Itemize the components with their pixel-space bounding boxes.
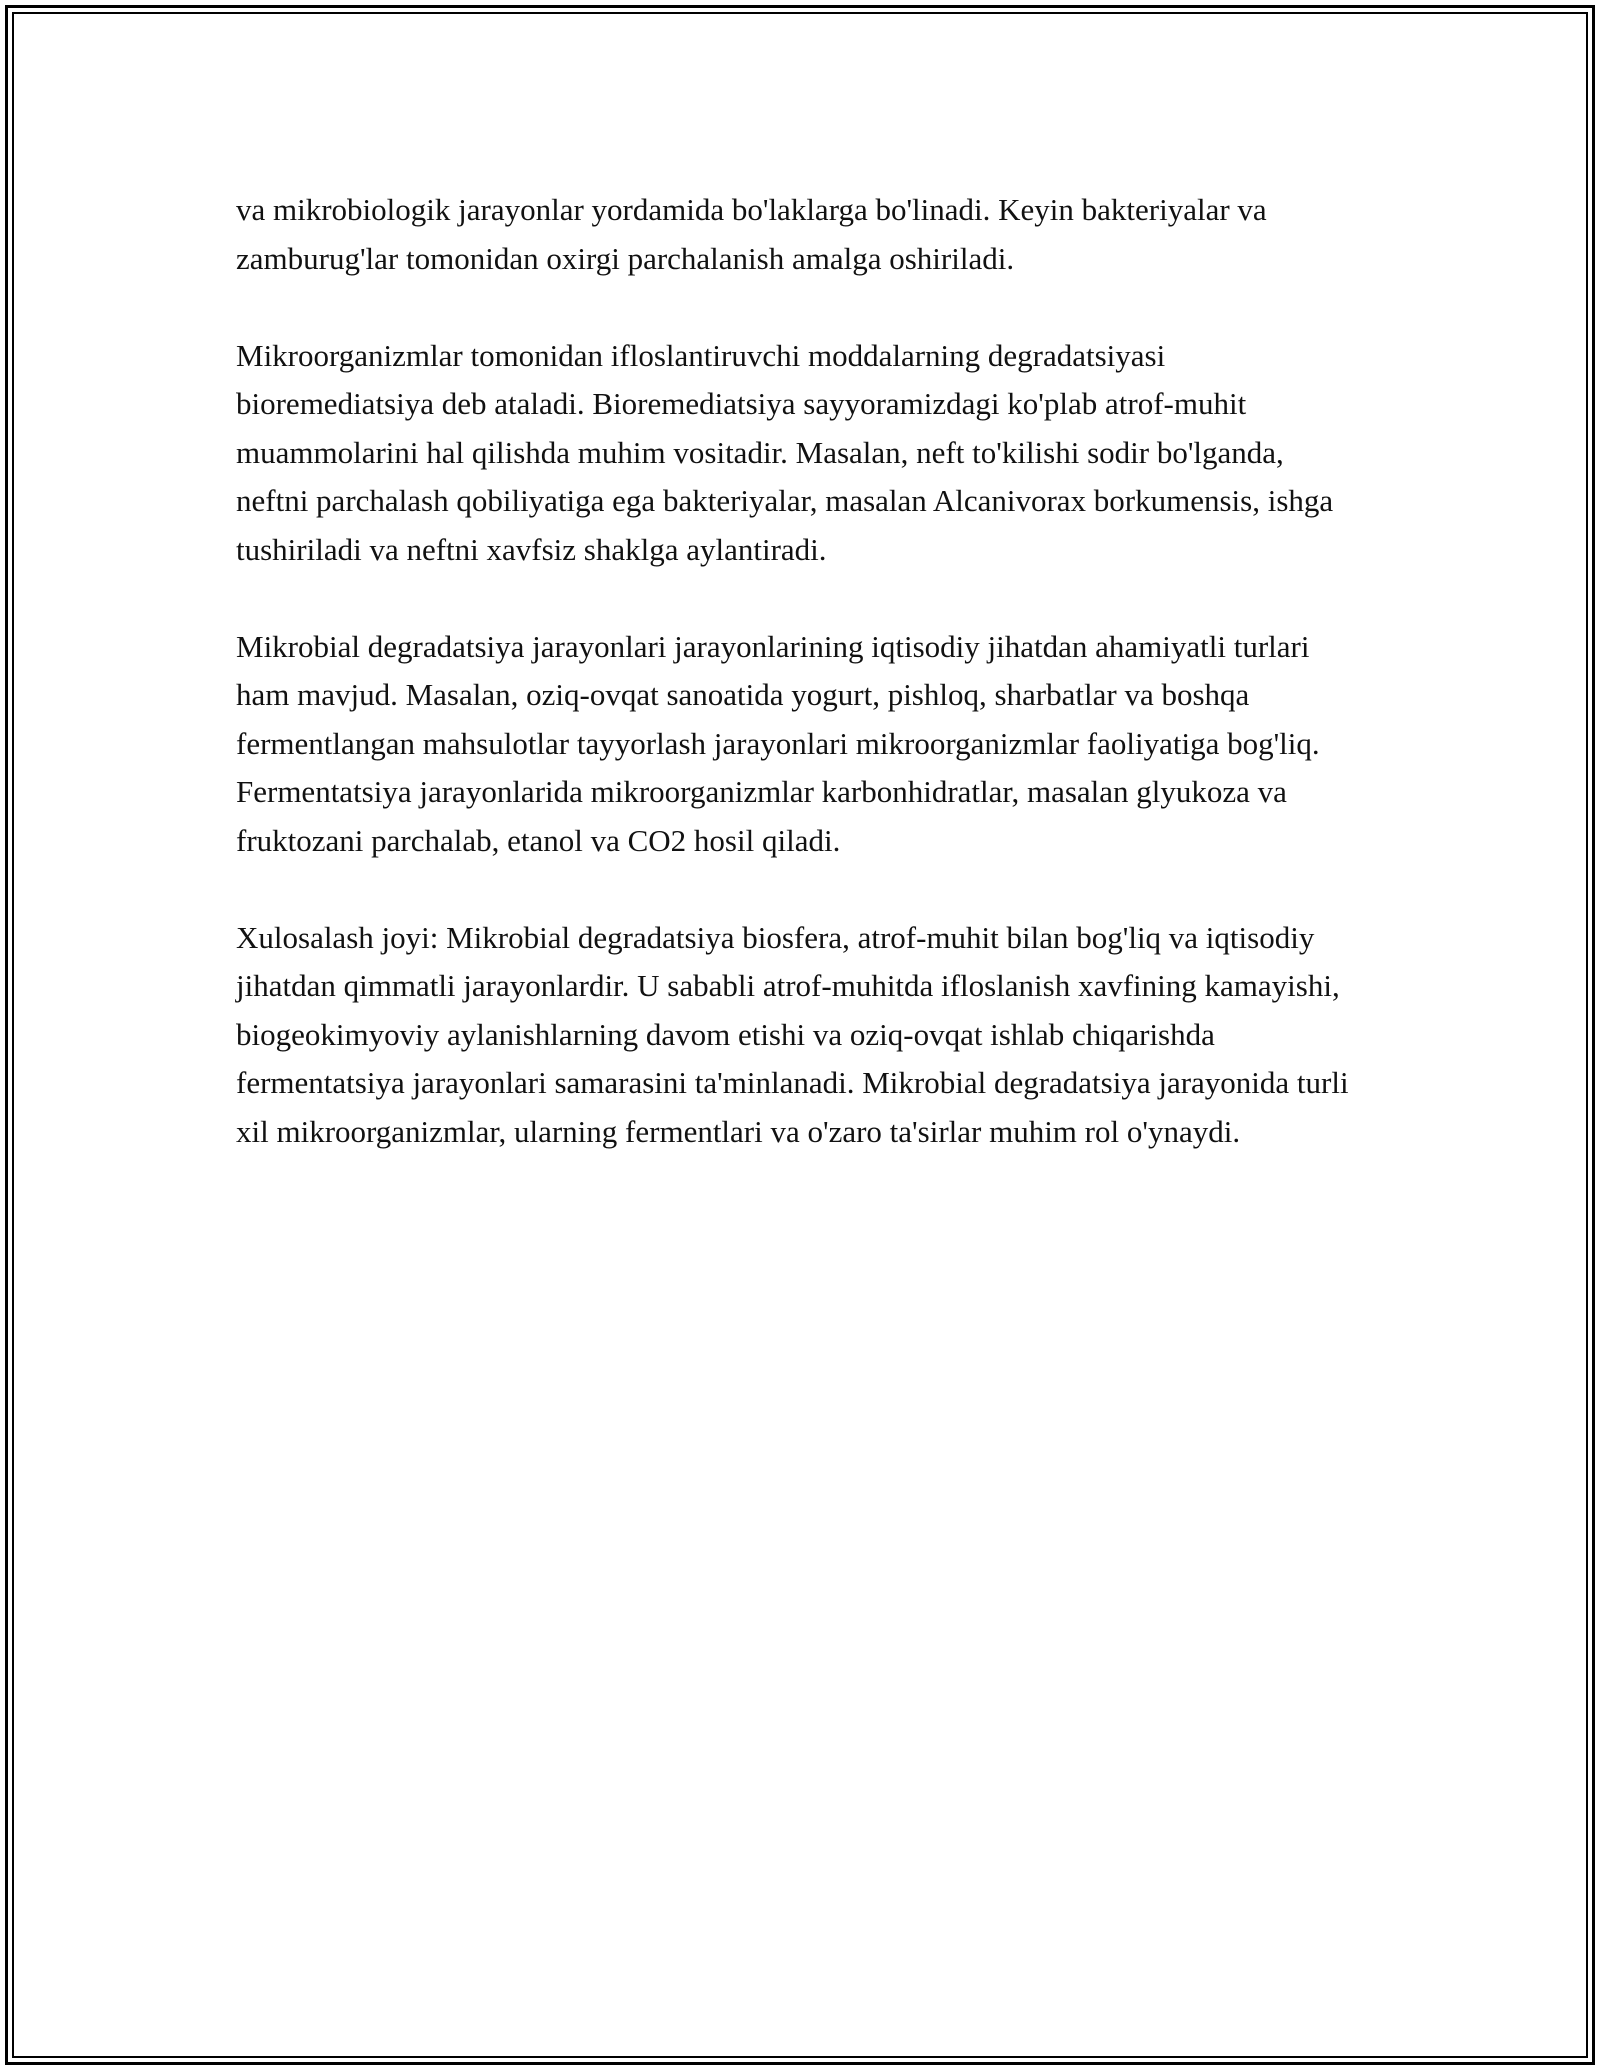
paragraph-continuation: va mikrobiologik jarayonlar yordamida bo'laklarga bo'linadi. Keyin bakteriyalar va zamburug'lar tomonidan oxirgi parchalanish amalga oshiriladi.: [236, 192, 1267, 276]
paragraph-bioremediation: Mikroorganizmlar tomonidan ifloslantiruvchi moddalarning degradatsiyasi bioremediatsiya deb ataladi. Bioremediatsiya sayyoramizdagi ko'plab atrof-muhit muammolarini hal qilishda muhim vositadir. Masalan, neft to'kilishi sodir bo'lganda, neftni parchalash qobiliyatiga ega bakteriyalar, masalan Alcanivorax borkumensis, ishga tushiriladi va neftni xavfsiz shaklga aylantiradi.: [236, 337, 1334, 567]
paragraph-economic-importance: Mikrobial degradatsiya jarayonlari jarayonlarining iqtisodiy jihatdan ahamiyatli turlari ham mavjud. Masalan, oziq-ovqat sanoatida yogurt, pishloq, sharbatlar va boshqa fermentlangan mahsulotlar tayyorlash jarayonlari mikroorganizmlar faoliyatiga bog'liq. Fermentatsiya jarayonlarida mikroorganizmlar karbonhidratlar, masalan glyukoza va fruktozani parchalab, etanol va CO2 hosil qiladi.: [236, 628, 1320, 858]
document-body: [236, 186, 1356, 1205]
paragraph-conclusion: Xulosalash joyi: Mikrobial degradatsiya biosfera, atrof-muhit bilan bog'liq va iqtisodiy jihatdan qimmatli jarayonlardir. U sababli atrof-muhitda ifloslanish xavfining kamayishi, biogeokimyoviy aylanishlarning davom etishi va oziq-ovqat ishlab chiqarishda fermentatsiya jarayonlari samarasini ta'minlanadi. Mikrobial degradatsiya jarayonida turli xil mikroorganizmlar, ularning fermentlari va o'zaro ta'sirlar muhim rol o'ynaydi.: [236, 919, 1349, 1149]
